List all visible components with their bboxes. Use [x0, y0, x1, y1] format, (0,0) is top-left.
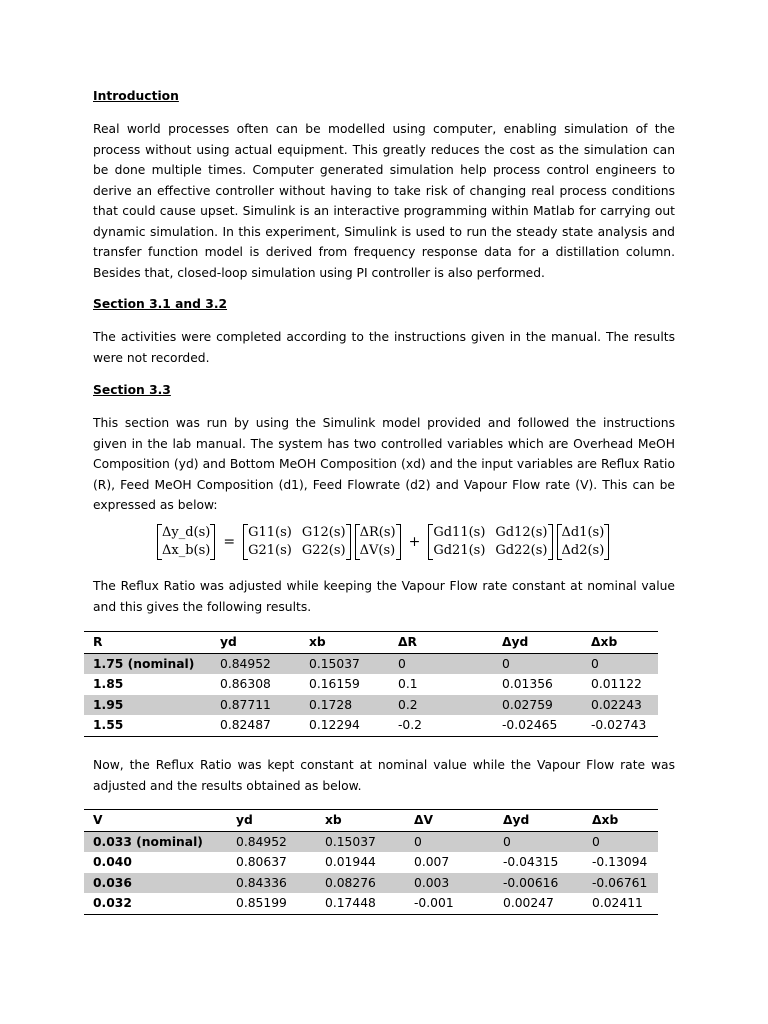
- eq-gd22: Gd22(s): [495, 543, 548, 558]
- table-row: 1.55 0.82487 0.12294 -0.2 -0.02465 -0.02743: [84, 715, 658, 736]
- eq-lhs-2: Δx_b(s): [162, 543, 211, 558]
- section-3-1-paragraph: The activities were completed according to the instructions given in the manual. The results were not recorded.: [93, 330, 675, 365]
- t1-header-dr: ΔR: [389, 632, 493, 654]
- disturbance-vector: [557, 524, 610, 560]
- eq-g11: G11(s): [248, 525, 292, 540]
- t1-header-xb: xb: [300, 632, 389, 654]
- table-row: 0.032 0.85199 0.17448 -0.001 0.00247 0.02411: [84, 893, 658, 914]
- t1-header-yd: yd: [211, 632, 300, 654]
- input-vector: [355, 524, 401, 560]
- eq-g21: G21(s): [248, 543, 292, 558]
- t2-header-dv: ΔV: [405, 810, 494, 832]
- table-row: 0.036 0.84336 0.08276 0.003 -0.00616 -0.06761: [84, 873, 658, 894]
- t2-header-dxb: Δxb: [583, 810, 658, 832]
- table-row: 1.75 (nominal) 0.84952 0.15037 0 0 0: [84, 653, 658, 674]
- t1-header-dxb: Δxb: [582, 632, 658, 654]
- eq-d1: Δd1(s): [561, 525, 605, 540]
- t1-header-dyd: Δyd: [493, 632, 582, 654]
- section-3-3-paragraph: This section was run by using the Simulink model provided and followed the instructions given in the lab manual. The system has two controlled variables which are Overhead MeOH Composition (yd) and Bottom MeOH Composition (xd) and the input variables are Reflux Ratio (R), Feed MeOH Composition (d1), Feed Flowrate (d2) and Vapour Flow rate (V). This can be expressed as below:: [93, 416, 675, 512]
- t2-header-dyd: Δyd: [494, 810, 583, 832]
- table-row: 0.033 (nominal) 0.84952 0.15037 0 0 0: [84, 831, 658, 852]
- eq-gd21: Gd21(s): [433, 543, 486, 558]
- table-row: 0.040 0.80637 0.01944 0.007 -0.04315 -0.13094: [93, 855, 648, 869]
- eq-gd12: Gd12(s): [495, 525, 548, 540]
- eq-u1: ΔR(s): [359, 525, 396, 540]
- eq-gd11: Gd11(s): [433, 525, 486, 540]
- section-3-3-heading: Section 3.3: [93, 383, 171, 397]
- output-vector: [157, 524, 215, 560]
- eq-d2: Δd2(s): [561, 543, 605, 558]
- reflux-ratio-table: [84, 631, 658, 737]
- t2-header-v: V: [84, 810, 227, 832]
- section-3-1-heading: Section 3.1 and 3.2: [93, 297, 228, 311]
- reflux-paragraph: The Reflux Ratio was adjusted while keeping the Vapour Flow rate constant at nominal value and this gives the following results.: [93, 579, 675, 614]
- t1-header-r: R: [84, 632, 211, 654]
- intro-paragraph: Real world processes often can be modelled using computer, enabling simulation of the process without using actual equipment. This greatly reduces the cost as the simulation can be done multiple times. Computer generated simulation help process control engineers to derive an effective controller without having to take risk of changing real process conditions that could cause upset. Simulink is an interactive programming within Matlab for carrying out dynamic simulation. In this experiment, Simulink is used to run the steady state analysis and transfer function model is derived from frequency response data for a distillation column. Besides that, closed-loop simulation using PI controller is also performed.: [93, 122, 675, 280]
- table-row: 1.95 0.87711 0.1728 0.2 0.02759 0.02243: [84, 695, 658, 716]
- vapour-flow-table: [84, 809, 658, 915]
- vapour-paragraph: Now, the Reflux Ratio was kept constant at nominal value while the Vapour Flow rate was adjusted and the results obtained as below.: [93, 758, 675, 793]
- t2-header-xb: xb: [316, 810, 405, 832]
- disturbance-matrix: [428, 524, 552, 560]
- t2-header-yd: yd: [227, 810, 316, 832]
- eq-g12: G12(s): [301, 525, 346, 540]
- table-row: 1.85 0.86308 0.16159 0.1 0.01356 0.01122: [93, 677, 642, 691]
- process-matrix: [243, 524, 351, 560]
- transfer-function-equation: Δy_d(s) Δx_b(s) = G11(s) G12(s) G21(s) G22(s) ΔR(s) ΔV(s) + Gd11(s) Gd12(s) Gd21(s) Gd22(s) Δd1(s) Δd2(s): [155, 524, 611, 560]
- intro-heading: Introduction: [93, 89, 179, 103]
- eq-lhs-1: Δy_d(s): [162, 525, 211, 540]
- eq-u2: ΔV(s): [359, 543, 396, 558]
- eq-g22: G22(s): [301, 543, 346, 558]
